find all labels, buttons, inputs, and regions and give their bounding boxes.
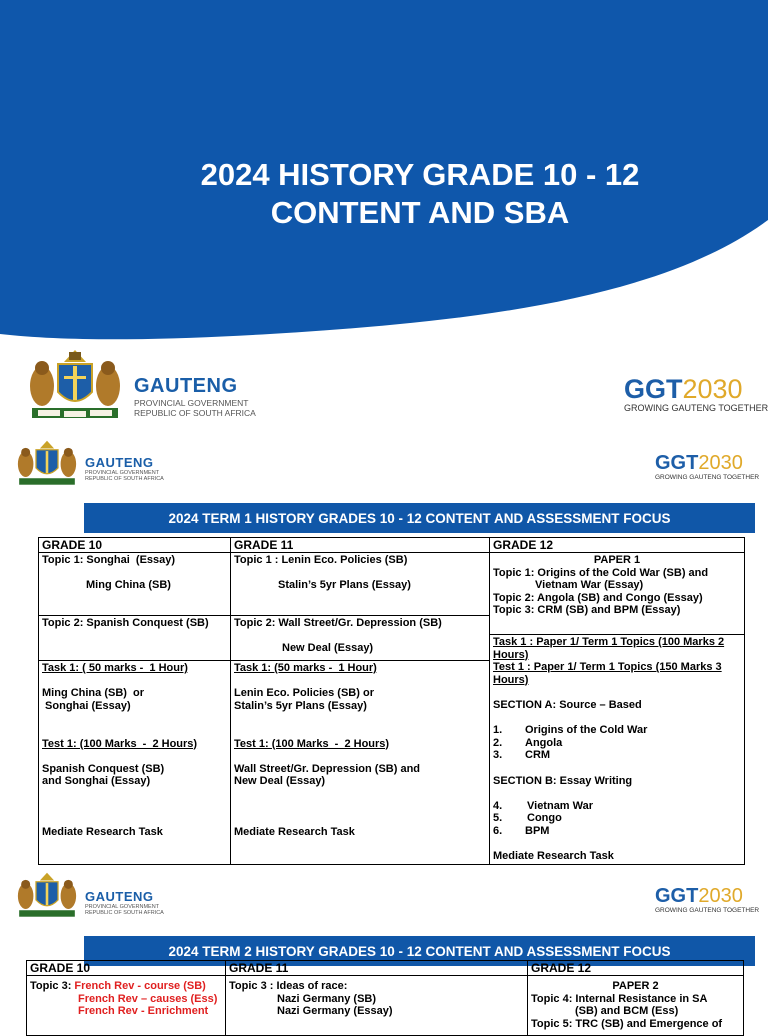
gauteng-sub1: PROVINCIAL GOVERNMENT [85,470,160,476]
ggt-tagline: GROWING GAUTENG TOGETHER [655,474,760,481]
list-item: Stalin’s 5yr Plans (Essay) [234,699,367,712]
list-item: Task 1 : Paper 1/ Term 1 Topics (100 Marks 2 [493,636,725,648]
col-header-grade-11: GRADE 11 [226,961,528,976]
list-item: Nazi Germany (SB) [277,992,377,1005]
list-item: Topic 3: [30,980,75,992]
list-item: Hours) [493,673,529,686]
cell-g11-topic3 [226,976,528,1036]
list-item: French Rev - Enrichment [78,1005,209,1018]
list-item: New Deal (Essay) [282,642,374,655]
list-item: Vietnam War [527,799,594,812]
ggt-a: GGT [624,374,683,404]
logo-row-term1 [0,436,768,492]
list-item: Ming China (SB) or [42,687,145,700]
title-line-2: CONTENT AND SBA [270,195,570,230]
table-header-row [27,961,744,976]
logo-row-term2 [0,868,768,924]
list-item: and Songhai (Essay) [42,775,151,788]
list-item: BPM [525,824,550,837]
list-item: Origins of the Cold War [525,724,648,737]
cell-g11-topic1 [231,553,490,616]
ggt-tagline: GROWING GAUTENG TOGETHER [624,403,768,413]
list-item: Vietnam War (Essay) [535,579,644,592]
coat-of-arms-icon [14,871,80,921]
list-item: Test 1: (100 Marks - 2 Hours) [42,737,198,750]
list-item: Mediate Research Task [493,850,614,863]
term2-banner: 2024 TERM 2 HISTORY GRADES 10 - 12 CONTENT AND ASSESSMENT FOCUS [84,936,755,966]
term1-banner: 2024 TERM 1 HISTORY GRADES 10 - 12 CONTENT AND ASSESSMENT FOCUS [84,503,755,533]
table-row [27,976,744,1036]
gauteng-sub1: PROVINCIAL GOVERNMENT [85,904,160,910]
col-header-grade-12: GRADE 12 [490,538,745,553]
list-item: Topic 4: Internal Resistance in SA [531,992,708,1005]
title-line-1: 2024 HISTORY GRADE 10 - 12 [200,157,640,192]
list-item: Topic 3: CRM (SB) and BPM (Essay) [493,604,681,617]
list-item: Topic 2: Angola (SB) and Congo (Essay) [493,591,703,604]
list-item: Wall Street/Gr. Depression (SB) and [234,762,421,775]
gauteng-sub1: PROVINCIAL GOVERNMENT [134,398,249,408]
list-item: French Rev - course (SB) [74,980,206,992]
list-item: Stalin’s 5yr Plans (Essay) [278,579,411,592]
gauteng-name: GAUTENG [85,455,154,470]
col-header-grade-12: GRADE 12 [528,961,744,976]
gauteng-wordmark [134,375,256,418]
list-item: Task 1: ( 50 marks - 1 Hour) [42,662,188,674]
list-item: Spanish Conquest (SB) [42,762,165,775]
cell-g12-topics [528,976,744,1036]
term1-table [38,537,745,865]
list-item: Topic 1 : Lenin Eco. Policies (SB) [234,554,408,566]
list-item: Topic 1: Origins of the Cold War (SB) and [493,566,709,579]
gauteng-name: GAUTENG [134,375,238,397]
list-item: Task 1: (50 marks - 1 Hour) [234,662,377,674]
list-item: Congo [527,812,562,825]
ggt2030-logo [655,453,759,481]
col-header-grade-10: GRADE 10 [39,538,231,553]
table-header-row [39,538,745,553]
gauteng-wordmark [85,456,164,482]
list-item: SECTION B: Essay Writing [493,774,633,787]
col-header-grade-10: GRADE 10 [27,961,226,976]
list-item: Test 1: (100 Marks - 2 Hours) [234,737,390,750]
list-item: French Rev – causes (Ess) [78,992,218,1005]
gauteng-name: GAUTENG [85,889,154,904]
cell-g11-assessment [231,661,490,865]
list-item: CRM [525,749,551,762]
page-title [150,156,690,232]
list-item: Mediate Research Task [234,825,355,838]
ggt-a: GGT [655,452,699,474]
ggt2030-logo [655,886,759,914]
coat-of-arms-icon [14,439,80,489]
list-item: Test 1 : Paper 1/ Term 1 Topics (150 Marks 3 [493,661,722,674]
list-item: Mediate Research Task [42,825,163,838]
list-item: PAPER 1 [593,554,641,566]
cell-g10-topic1 [39,553,231,616]
cell-g12-assessment: Task 1 : Paper 1/ Term 1 Topics (100 Marks 2 Hours) Test 1 : Paper 1/ Term 1 Topics (150 Marks 3 Hours) SECTION A: Source – Based 1. Origins of the Cold War 2. Angola 3. CRM SECTION B: Essay Writing 4. Vietnam War 5. Congo 6. BPM Mediate Research Task [490,635,745,865]
table-row [39,553,745,616]
gauteng-wordmark [85,890,164,916]
ggt-a: GGT [655,885,699,907]
list-item: Topic 2: Wall Street/Gr. Depression (SB) [234,617,442,629]
list-item: Hours) [493,648,529,661]
cell-g11-topic2 [231,616,490,661]
list-item: Topic 5: TRC (SB) and Emergence of [531,1017,723,1030]
list-item: Nazi Germany (Essay) [277,1005,393,1018]
list-item: Lenin Eco. Policies (SB) or [234,687,374,700]
term2-table [26,960,744,1036]
ggt-b: 2030 [698,885,743,907]
list-item: PAPER 2 [612,980,659,992]
cell-g10-assessment [39,661,231,865]
cell-g12-topics [490,553,745,635]
list-item: Topic 2: Spanish Conquest (SB) [42,617,209,629]
ggt2030-logo [624,375,768,413]
logo-row-large [0,345,768,425]
cell-g10-topic3 [27,976,226,1036]
list-item: (SB) and BCM (Ess) [575,1005,679,1018]
gauteng-sub2: REPUBLIC OF SOUTH AFRICA [85,476,164,482]
list-item: Topic 1: Songhai (Essay) [42,554,176,566]
gauteng-sub2: REPUBLIC OF SOUTH AFRICA [85,910,164,916]
list-item: New Deal (Essay) [234,775,326,788]
ggt-b: 2030 [698,452,743,474]
gauteng-sub2: REPUBLIC OF SOUTH AFRICA [134,408,256,418]
ggt-b: 2030 [682,374,743,404]
list-item: Topic 3 : Ideas of race: [229,980,348,992]
list-item: Ming China (SB) [86,579,171,592]
list-item: Angola [525,736,563,749]
coat-of-arms-icon [24,348,126,424]
list-item: Songhai (Essay) [42,699,131,712]
ggt-tagline: GROWING GAUTENG TOGETHER [655,907,760,914]
cell-g10-topic2 [39,616,231,661]
col-header-grade-11: GRADE 11 [231,538,490,553]
list-item: SECTION A: Source – Based [493,698,642,711]
